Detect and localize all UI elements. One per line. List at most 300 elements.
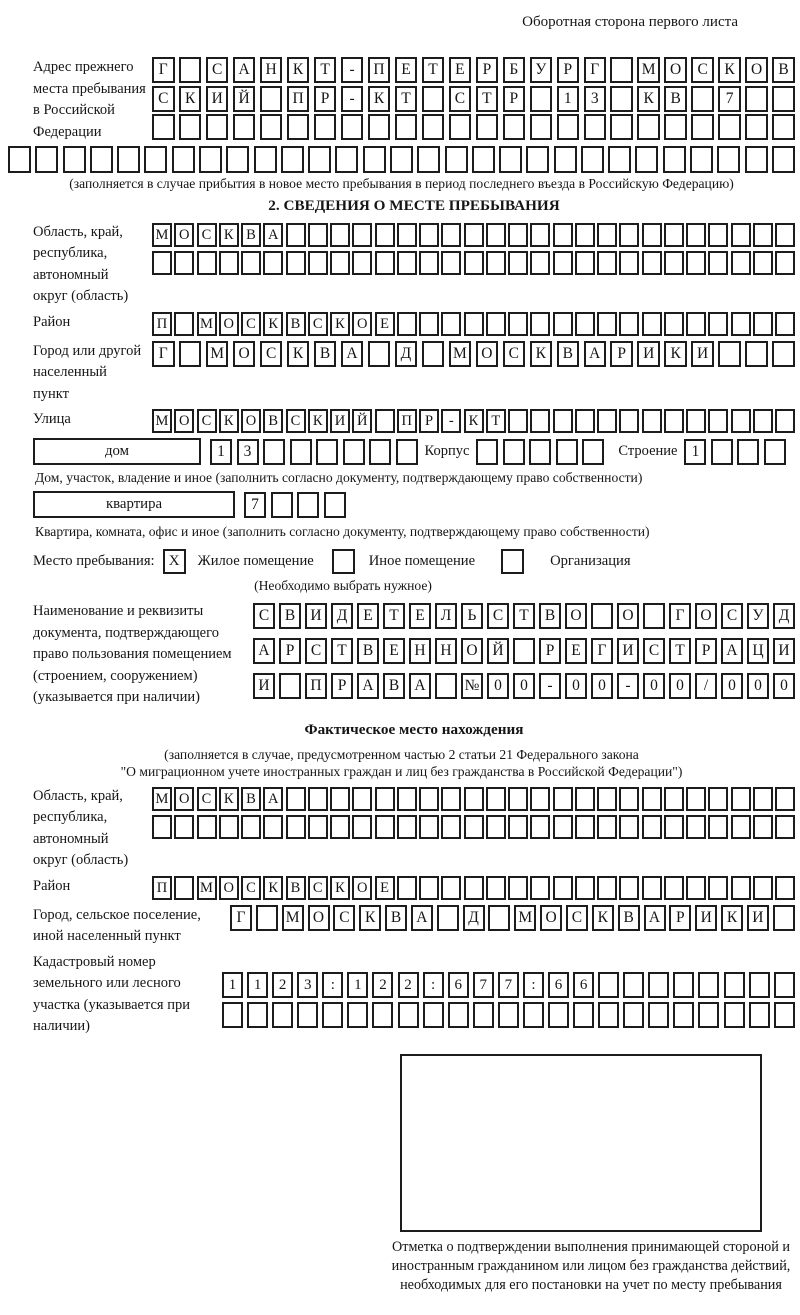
char-cell <box>486 251 506 275</box>
char-cell: С <box>241 876 261 900</box>
section2-title: 2. СВЕДЕНИЯ О МЕСТЕ ПРЕБЫВАНИЯ <box>268 196 560 214</box>
char-cell <box>449 114 472 140</box>
char-cell <box>352 787 372 811</box>
char-cell: Р <box>476 57 499 83</box>
char-cell: Й <box>487 638 509 664</box>
char-cell: О <box>308 905 330 931</box>
house-box: дом <box>33 438 201 465</box>
char-cell <box>499 146 522 173</box>
char-cell: 0 <box>565 673 587 699</box>
char-cell: И <box>206 86 229 112</box>
char-cell <box>397 876 417 900</box>
char-cell: Г <box>669 603 691 629</box>
char-cell <box>698 1002 719 1028</box>
char-cell: П <box>305 673 327 699</box>
char-cell: М <box>637 57 660 83</box>
char-cell <box>686 223 706 247</box>
char-cell <box>530 409 550 433</box>
char-cell <box>419 876 439 900</box>
document-row-2 <box>253 638 795 664</box>
char-cell <box>152 114 175 140</box>
checkbox-other-premises <box>332 549 355 574</box>
korpus-cells <box>476 439 604 465</box>
char-cell: Р <box>419 409 439 433</box>
char-cell: В <box>241 787 261 811</box>
char-cell: 3 <box>584 86 607 112</box>
char-cell: - <box>341 57 364 83</box>
cadastral-label: Кадастровый номер земельного или лесного участка (указывается при наличии) <box>33 953 190 1034</box>
char-cell <box>464 251 484 275</box>
district-row <box>152 312 795 336</box>
actual-district-label: Район <box>33 877 71 894</box>
char-cell <box>664 114 687 140</box>
char-cell <box>619 223 639 247</box>
char-cell <box>508 312 528 336</box>
char-cell <box>419 251 439 275</box>
previous-address-row-3 <box>152 114 795 140</box>
char-cell: У <box>530 57 553 83</box>
char-cell <box>708 312 728 336</box>
char-cell: Н <box>260 57 283 83</box>
char-cell: К <box>287 57 310 83</box>
char-cell <box>464 876 484 900</box>
char-cell <box>352 223 372 247</box>
char-cell <box>584 114 607 140</box>
actual-city-block <box>33 905 795 948</box>
char-cell <box>598 972 619 998</box>
char-cell: В <box>314 341 337 367</box>
char-cell: М <box>282 905 304 931</box>
char-cell <box>664 876 684 900</box>
char-cell <box>396 439 418 465</box>
char-cell <box>486 312 506 336</box>
char-cell: О <box>174 409 194 433</box>
previous-address-note: (заполняется в случае прибытия в новое место пребывания в период последнего въезда в Российскую Федерацию) <box>69 175 734 191</box>
char-cell: В <box>539 603 561 629</box>
char-cell: Т <box>669 638 691 664</box>
char-cell: Е <box>357 603 379 629</box>
char-cell <box>286 223 306 247</box>
char-cell <box>772 341 795 367</box>
previous-address-row-1 <box>152 57 795 83</box>
char-cell <box>553 787 573 811</box>
char-cell: Н <box>409 638 431 664</box>
char-cell: А <box>263 787 283 811</box>
char-cell <box>772 146 795 173</box>
char-cell <box>152 251 172 275</box>
char-cell <box>724 972 745 998</box>
char-cell <box>174 251 194 275</box>
char-cell: 0 <box>669 673 691 699</box>
char-cell: 1 <box>557 86 580 112</box>
house-note: Дом, участок, владение и иное (заполнить согласно документу, подтверждающему право собственности) <box>35 470 643 485</box>
char-cell <box>731 409 751 433</box>
char-cell: Е <box>565 638 587 664</box>
char-cell <box>397 815 417 839</box>
char-cell: М <box>206 341 229 367</box>
char-cell <box>464 223 484 247</box>
district-label: Район <box>33 313 71 330</box>
char-cell <box>503 439 525 465</box>
char-cell <box>686 876 706 900</box>
document-label: Наименование и реквизиты документа, подтверждающего право пользования помещением (строением, сооружением) (указывается при наличии) <box>33 603 232 705</box>
char-cell <box>179 114 202 140</box>
char-cell <box>686 312 706 336</box>
char-cell <box>708 876 728 900</box>
char-cell <box>197 251 217 275</box>
previous-address-row-2 <box>152 86 795 112</box>
char-cell <box>663 146 686 173</box>
char-cell <box>419 815 439 839</box>
char-cell <box>308 815 328 839</box>
char-cell: О <box>352 312 372 336</box>
char-cell: А <box>233 57 256 83</box>
char-cell: 0 <box>773 673 795 699</box>
char-cell <box>637 114 660 140</box>
document-block <box>33 601 795 709</box>
char-cell <box>772 114 795 140</box>
char-cell <box>441 815 461 839</box>
char-cell: Д <box>331 603 353 629</box>
char-cell <box>608 146 631 173</box>
char-cell <box>575 815 595 839</box>
char-cell: К <box>219 787 239 811</box>
char-cell: 1 <box>247 972 268 998</box>
char-cell <box>486 223 506 247</box>
char-cell <box>773 905 795 931</box>
actual-city-label: Город, сельское поселение, иной населенный пункт <box>33 906 201 944</box>
char-cell <box>553 815 573 839</box>
street-row <box>152 409 795 433</box>
char-cell <box>247 1002 268 1028</box>
char-cell <box>375 787 395 811</box>
region-block <box>33 222 795 308</box>
char-cell: К <box>263 876 283 900</box>
char-cell <box>464 815 484 839</box>
char-cell <box>635 146 658 173</box>
char-cell: Т <box>486 409 506 433</box>
char-cell: Т <box>331 638 353 664</box>
char-cell: 1 <box>222 972 243 998</box>
char-cell <box>286 815 306 839</box>
char-cell <box>308 787 328 811</box>
char-cell <box>673 972 694 998</box>
char-cell <box>314 114 337 140</box>
stroenie-label: Строение <box>618 443 678 459</box>
char-cell <box>368 341 391 367</box>
actual-region-label: Область, край, республика, автономный округ (область) <box>33 787 129 868</box>
cadastral-block <box>33 952 795 1038</box>
char-cell: Л <box>435 603 457 629</box>
char-cell <box>745 86 768 112</box>
document-row-1 <box>253 603 795 629</box>
char-cell <box>199 146 222 173</box>
char-cell <box>375 223 395 247</box>
char-cell: Т <box>422 57 445 83</box>
char-cell: Р <box>279 638 301 664</box>
char-cell <box>718 114 741 140</box>
char-cell <box>643 603 665 629</box>
district-block <box>33 312 795 336</box>
char-cell: С <box>197 223 217 247</box>
char-cell <box>179 341 202 367</box>
char-cell: Е <box>409 603 431 629</box>
korpus-label: Корпус <box>424 443 470 459</box>
char-cell: В <box>772 57 795 83</box>
char-cell: - <box>441 409 461 433</box>
char-cell: 0 <box>643 673 665 699</box>
char-cell <box>764 439 786 465</box>
char-cell: К <box>330 876 350 900</box>
char-cell <box>664 787 684 811</box>
char-cell: 0 <box>747 673 769 699</box>
char-cell <box>708 815 728 839</box>
char-cell: О <box>540 905 562 931</box>
char-cell <box>597 409 617 433</box>
char-cell <box>691 86 714 112</box>
document-row-3 <box>253 673 795 699</box>
char-cell <box>445 146 468 173</box>
char-cell <box>486 876 506 900</box>
char-cell <box>441 312 461 336</box>
char-cell: М <box>514 905 536 931</box>
actual-location-note-2: "О миграционном учете иностранных граждан и лиц без гражданства в Российской Федерации") <box>120 763 683 779</box>
char-cell <box>472 146 495 173</box>
option-other-premises-label: Иное помещение <box>368 553 476 569</box>
char-cell: И <box>253 673 275 699</box>
char-cell: В <box>286 876 306 900</box>
char-cell <box>263 251 283 275</box>
city-block <box>33 341 795 406</box>
previous-address-overflow-row <box>8 146 795 173</box>
char-cell <box>686 251 706 275</box>
char-cell: С <box>197 409 217 433</box>
char-cell <box>508 815 528 839</box>
char-cell <box>419 312 439 336</box>
char-cell <box>557 114 580 140</box>
char-cell <box>775 876 795 900</box>
char-cell <box>775 787 795 811</box>
char-cell: К <box>263 312 283 336</box>
apartment-cells <box>244 492 346 518</box>
char-cell <box>508 409 528 433</box>
char-cell <box>664 251 684 275</box>
char-cell <box>529 439 551 465</box>
char-cell <box>308 146 331 173</box>
char-cell <box>619 876 639 900</box>
char-cell <box>363 146 386 173</box>
char-cell <box>287 114 310 140</box>
char-cell <box>241 815 261 839</box>
street-block <box>33 409 795 433</box>
char-cell: О <box>174 787 194 811</box>
char-cell <box>152 815 172 839</box>
char-cell <box>260 114 283 140</box>
char-cell <box>554 146 577 173</box>
char-cell: О <box>617 603 639 629</box>
char-cell <box>441 223 461 247</box>
char-cell <box>324 492 346 518</box>
char-cell <box>117 146 140 173</box>
char-cell: А <box>409 673 431 699</box>
char-cell <box>435 673 457 699</box>
char-cell <box>297 492 319 518</box>
char-cell: Р <box>331 673 353 699</box>
char-cell <box>206 114 229 140</box>
char-cell: И <box>773 638 795 664</box>
char-cell <box>172 146 195 173</box>
char-cell: Г <box>230 905 252 931</box>
char-cell <box>775 312 795 336</box>
char-cell <box>330 815 350 839</box>
char-cell <box>256 905 278 931</box>
char-cell <box>619 312 639 336</box>
char-cell <box>508 787 528 811</box>
char-cell <box>591 603 613 629</box>
char-cell <box>279 673 301 699</box>
actual-region-row-1 <box>152 787 795 811</box>
char-cell <box>375 815 395 839</box>
char-cell <box>369 439 391 465</box>
char-cell: И <box>330 409 350 433</box>
char-cell: Й <box>233 86 256 112</box>
char-cell <box>508 223 528 247</box>
char-cell: М <box>152 223 172 247</box>
char-cell: Р <box>695 638 717 664</box>
char-cell <box>553 409 573 433</box>
char-cell: 3 <box>297 972 318 998</box>
char-cell <box>372 1002 393 1028</box>
char-cell <box>749 1002 770 1028</box>
char-cell <box>226 146 249 173</box>
char-cell: П <box>152 876 172 900</box>
char-cell <box>397 312 417 336</box>
char-cell <box>597 815 617 839</box>
residence-type-note: (Необходимо выбрать нужное) <box>254 578 432 593</box>
char-cell: С <box>241 312 261 336</box>
char-cell <box>691 114 714 140</box>
char-cell: А <box>341 341 364 367</box>
char-cell: В <box>557 341 580 367</box>
char-cell <box>686 815 706 839</box>
char-cell <box>498 1002 519 1028</box>
char-cell <box>553 223 573 247</box>
char-cell <box>330 251 350 275</box>
char-cell <box>619 251 639 275</box>
char-cell <box>290 439 312 465</box>
char-cell <box>619 815 639 839</box>
char-cell <box>664 312 684 336</box>
char-cell <box>597 223 617 247</box>
char-cell: С <box>260 341 283 367</box>
char-cell: К <box>359 905 381 931</box>
char-cell: О <box>664 57 687 83</box>
char-cell <box>448 1002 469 1028</box>
checkbox-residential: X <box>163 549 186 574</box>
char-cell: О <box>174 223 194 247</box>
char-cell <box>575 312 595 336</box>
char-cell: Е <box>395 57 418 83</box>
region-row-1 <box>152 223 795 247</box>
char-cell <box>441 787 461 811</box>
char-cell: А <box>584 341 607 367</box>
char-cell <box>610 86 633 112</box>
char-cell: О <box>219 876 239 900</box>
char-cell: - <box>341 86 364 112</box>
char-cell <box>286 251 306 275</box>
char-cell <box>553 312 573 336</box>
char-cell: И <box>695 905 717 931</box>
char-cell: С <box>253 603 275 629</box>
char-cell <box>775 223 795 247</box>
char-cell <box>708 787 728 811</box>
char-cell: М <box>197 876 217 900</box>
char-cell <box>397 787 417 811</box>
char-cell <box>775 815 795 839</box>
char-cell <box>745 114 768 140</box>
char-cell <box>623 1002 644 1028</box>
actual-district-row <box>152 876 795 900</box>
char-cell <box>417 146 440 173</box>
char-cell <box>90 146 113 173</box>
char-cell: : <box>322 972 343 998</box>
char-cell: В <box>618 905 640 931</box>
char-cell <box>395 114 418 140</box>
char-cell: Р <box>503 86 526 112</box>
residence-type-row <box>33 549 795 574</box>
char-cell <box>488 905 510 931</box>
char-cell <box>419 787 439 811</box>
char-cell: Е <box>383 638 405 664</box>
char-cell: 0 <box>591 673 613 699</box>
char-cell: С <box>308 312 328 336</box>
char-cell <box>573 1002 594 1028</box>
char-cell: 0 <box>487 673 509 699</box>
actual-district-block <box>33 876 795 900</box>
char-cell: С <box>643 638 665 664</box>
previous-address-label: Адрес прежнего места пребывания в Российской Федерации <box>33 59 146 140</box>
char-cell <box>708 409 728 433</box>
char-cell <box>648 972 669 998</box>
char-cell <box>772 86 795 112</box>
char-cell <box>664 223 684 247</box>
char-cell <box>775 251 795 275</box>
char-cell <box>63 146 86 173</box>
checkbox-organization <box>501 549 524 574</box>
char-cell: С <box>449 86 472 112</box>
cadastral-row-1 <box>222 972 795 998</box>
char-cell <box>422 86 445 112</box>
char-cell <box>341 114 364 140</box>
region-row-2 <box>152 251 795 275</box>
char-cell: П <box>287 86 310 112</box>
char-cell: Н <box>435 638 457 664</box>
char-cell <box>523 1002 544 1028</box>
char-cell <box>260 86 283 112</box>
char-cell: Р <box>539 638 561 664</box>
char-cell <box>708 251 728 275</box>
char-cell <box>254 146 277 173</box>
char-cell: К <box>368 86 391 112</box>
char-cell: Е <box>449 57 472 83</box>
char-cell: В <box>263 409 283 433</box>
char-cell: С <box>487 603 509 629</box>
char-cell <box>717 146 740 173</box>
char-cell: : <box>523 972 544 998</box>
char-cell <box>423 1002 444 1028</box>
char-cell <box>503 114 526 140</box>
char-cell <box>753 876 773 900</box>
